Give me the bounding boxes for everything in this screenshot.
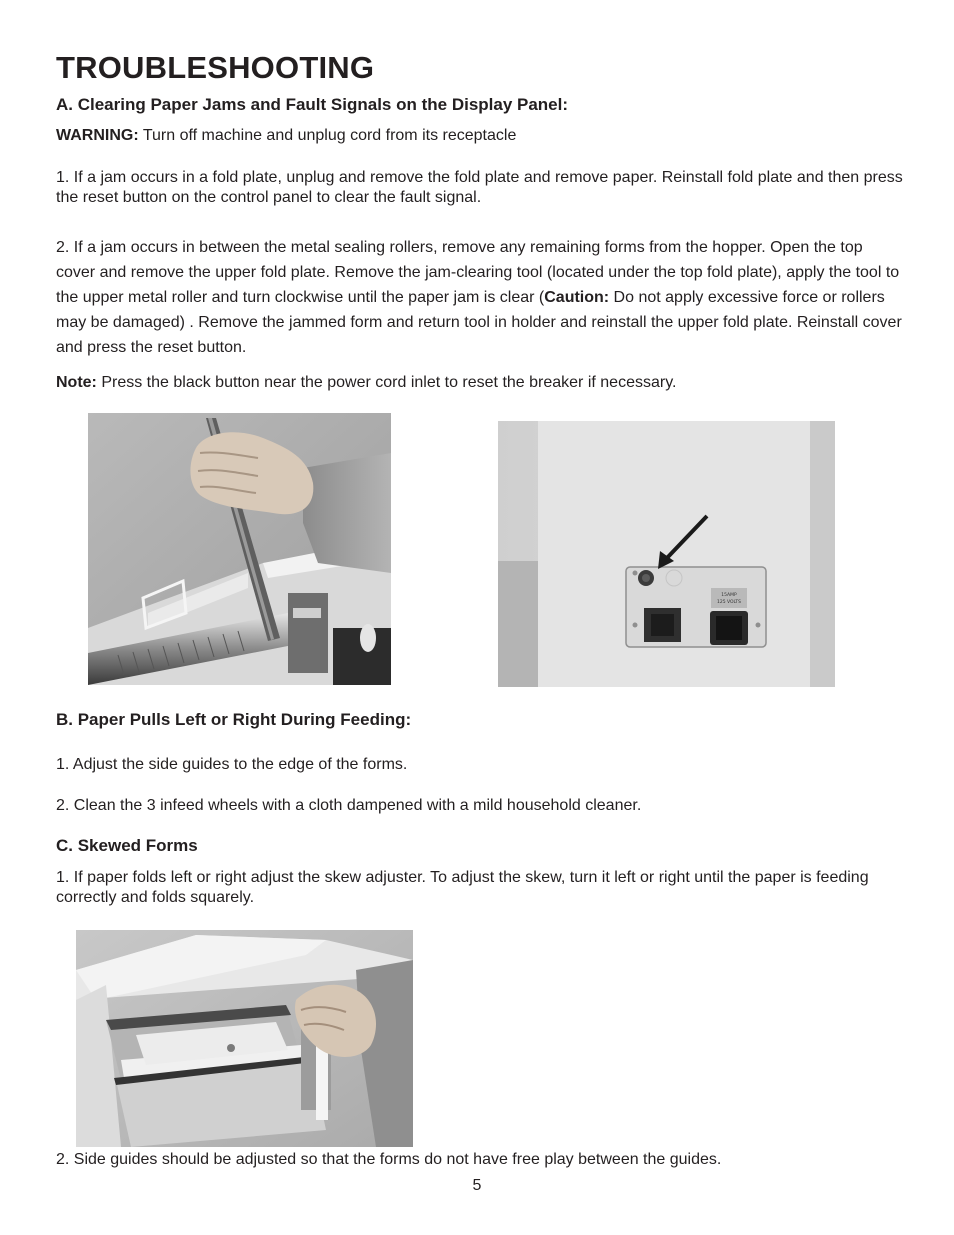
note-label: Note: [56,374,97,391]
section-a-heading: A. Clearing Paper Jams and Fault Signals on the Display Panel: [56,95,569,114]
note-paragraph [56,373,906,393]
section-c-step-1: 1. If paper folds left or right adjust the skew adjuster. To adjust the skew, turn it left or right until the paper is feeding correctly and folds squarely. [56,869,869,906]
jam-clearing-tool-photo [88,413,391,685]
breaker-button-photo [498,421,835,687]
section-a-step-2 [56,235,906,360]
section-b-heading: B. Paper Pulls Left or Right During Feeding: [56,710,412,729]
section-c-heading: C. Skewed Forms [56,836,198,855]
note-text: Press the black button near the power cord inlet to reset the breaker if necessary. [96,374,677,391]
section-b-step-1: 1. Adjust the side guides to the edge of the forms. [56,756,408,773]
warning-label: WARNING: [56,127,139,144]
page-number: 5 [472,1177,482,1194]
panel-label-top: 15AMP [721,593,737,598]
skew-adjuster-photo [76,930,413,1147]
section-b-step-2: 2. Clean the 3 infeed wheels with a cloth dampened with a mild household cleaner. [56,797,642,814]
step-2-text-start: 2. If a jam occurs in between the metal sealing rollers, remove any remaining forms from the hopper. Open the top cover and remove the upper fold plate. Remove the jam-clearing tool (located under the top fold plate), apply the tool to the upper metal roller and turn clockwise until the paper jam is clear ( [56,239,900,306]
caution-label: Caution: [544,289,610,306]
warning-paragraph [56,126,906,146]
page-title: TROUBLESHOOTING [56,50,375,85]
warning-text: Turn off machine and unplug cord from its receptacle [138,127,517,144]
step-2-text-end: Do not apply excessive force or rollers may be damaged) . Remove the jammed form and return tool in holder and reinstall the upper fold plate. Reinstall cover and press the reset button. [56,289,902,356]
section-a-step-1: 1. If a jam occurs in a fold plate, unplug and remove the fold plate and remove paper. Reinstall fold plate and then press the reset button on the control panel to clear the fault signal. [56,169,903,206]
panel-label-bottom: 125 VOLTS [716,600,742,605]
section-c-step-2: 2. Side guides should be adjusted so that the forms do not have free play between the guides. [56,1151,722,1168]
